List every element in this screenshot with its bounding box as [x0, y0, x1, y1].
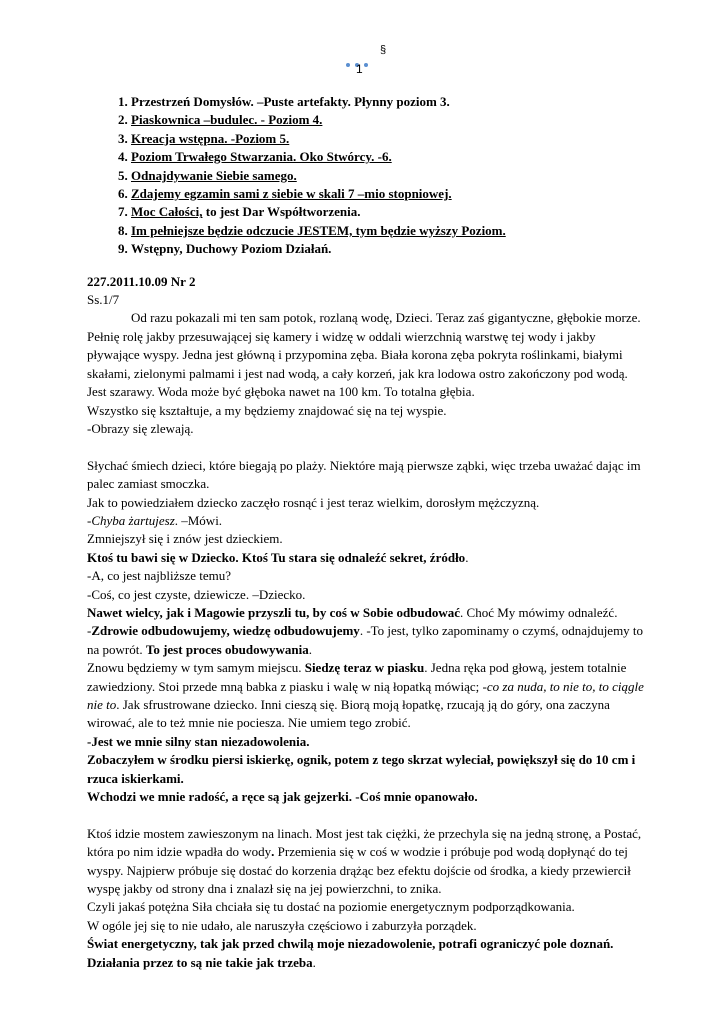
- paragraph: -Obrazy się zlewają.: [87, 420, 194, 436]
- paragraph: Nawet wielcy, jak i Magowie przyszli tu, by coś w Sobie odbudować. Choć My mówimy odnaleźć.: [87, 604, 618, 620]
- toc-item: 6. Zdajemy egzamin sami z siebie w skali 7 –mio stopniowej.: [131, 185, 647, 203]
- toc-item: 7. Moc Całości, to jest Dar Współtworzenia.: [131, 203, 647, 221]
- page-header: [0, 40, 724, 80]
- paragraph: Ktoś tu bawi się w Dziecko. Ktoś Tu stara się odnaleźć sekret, źródło.: [87, 549, 469, 565]
- paragraph: Znowu będziemy w tym samym miejscu. Siedzę teraz w piasku. Jedna ręka pod głową, jestem totalnie zawiedziony. Stoi przede mną babka z piasku i walę w nią łopatką mówiąc; -co za nuda, to nie to, to ciągle nie to. Jak sfrustrowane dziecko. Inni cieszą się. Biorą moją łopatkę, rzucają ją do góry, ona zaczyna wirować, ale to też mnie nie pociesza. Nie umiem tego zrobić.: [87, 660, 644, 731]
- page-number: 1: [356, 62, 363, 76]
- section-mark: §: [380, 44, 387, 56]
- toc-item: 4. Poziom Trwałego Stwarzania. Oko Stwórcy. -6.: [131, 148, 647, 166]
- paragraph: -Jest we mnie silny stan niezadowolenia.: [87, 733, 310, 749]
- paragraph: Zobaczyłem w środku piersi iskierkę, ognik, potem z tego skrzat wyleciał, powiększył się do 10 cm i rzuca iskierkami.: [87, 752, 636, 786]
- paragraph: -Chyba żartujesz. –Mówi.: [87, 512, 223, 528]
- paragraph: Czyli jakaś potężna Siła chciała się tu dostać na poziomie energetycznym podporządkowania.: [87, 899, 575, 915]
- paragraph: Słychać śmiech dzieci, które biegają po plaży. Niektóre mają pierwsze ząbki, więc trzeba uważać dając im palec zamiast smoczka.: [87, 457, 641, 492]
- paragraph: -A, co jest najbliższe temu?: [87, 568, 232, 584]
- paragraph: Zmniejszył się i znów jest dzieckiem.: [87, 531, 283, 547]
- paragraph: Wszystko się kształtuje, a my będziemy znajdować się na tej wyspie.: [87, 402, 447, 418]
- entry-header: 227.2011.10.09 Nr 2: [87, 273, 196, 289]
- paragraph: Jak to powiedziałem dziecko zaczęło rosnąć i jest teraz wielkim, dorosłym mężczyzną.: [87, 494, 540, 510]
- toc-item: 1. Przestrzeń Domysłów. –Puste artefakty. Płynny poziom 3.: [131, 93, 647, 111]
- ss-label: Ss.1/7: [87, 292, 120, 308]
- toc-item: 3. Kreacja wstępna. -Poziom 5.: [131, 130, 647, 148]
- toc-item: 5. Odnajdywanie Siebie samego.: [131, 167, 647, 185]
- toc-item: 9. Wstępny, Duchowy Poziom Działań.: [131, 240, 647, 258]
- paragraph: Od razu pokazali mi ten sam potok, rozlaną wodę, Dzieci. Teraz zaś gigantyczne, głębokie morze. Pełnię rolę jakby przesuwającej się kamery i widzę w oddali wierzchnią warstwę tej wody i jakby pływające wyspy. Jedna jest główną i przypomina zęba. Biała korona zęba pokryta roślinkami, białymi skałami, zielonymi palmami i jest nad wodą, a cały korzeń, jak kra lodowa ostro zakończony pod wodą. Jest szarawy. Woda może być głęboka nawet na 100 km. To totalna głębia.: [87, 310, 641, 400]
- paragraph: Wchodzi we mnie radość, a ręce są jak gejzerki. -Coś mnie opanowało.: [87, 789, 478, 805]
- toc-item: 2. Piaskownica –budulec. - Poziom 4.: [131, 111, 647, 129]
- paragraph: -Zdrowie odbudowujemy, wiedzę odbudowujemy. -To jest, tylko zapominamy o czymś, odnajdujemy to na powrót. To jest proces obudowywania.: [87, 623, 644, 657]
- paragraph: -Coś, co jest czyste, dziewicze. –Dziecko.: [87, 586, 306, 602]
- toc-item: 8. Im pełniejsze będzie odczucie JESTEM, tym będzie wyższy Poziom.: [131, 222, 647, 240]
- paragraph: W ogóle jej się to nie udało, ale naruszyła częściowo i zaburzyła porządek.: [87, 917, 477, 933]
- paragraph: Świat energetyczny, tak jak przed chwilą moje niezadowolenie, potrafi ograniczyć pole doznań. Działania przez to są nie takie jak trzeba.: [87, 936, 614, 970]
- toc-list: [87, 93, 647, 259]
- paragraph: Ktoś idzie mostem zawieszonym na linach. Most jest tak ciężki, że przechyla się na jedną stronę, a Postać, która po nim idzie wpadła do wody. Przemienia się w coś w wodzie i próbuje pod wodą dopłynąć do tej wyspy. Najpierw próbuje się dostać do korzenia drążąc bez efektu dojście od środka, a kiedy przewiercił wyspę jakby od strony dna i znalazł się na jej powierzchni, to znika.: [87, 825, 642, 897]
- document-body: [87, 93, 647, 972]
